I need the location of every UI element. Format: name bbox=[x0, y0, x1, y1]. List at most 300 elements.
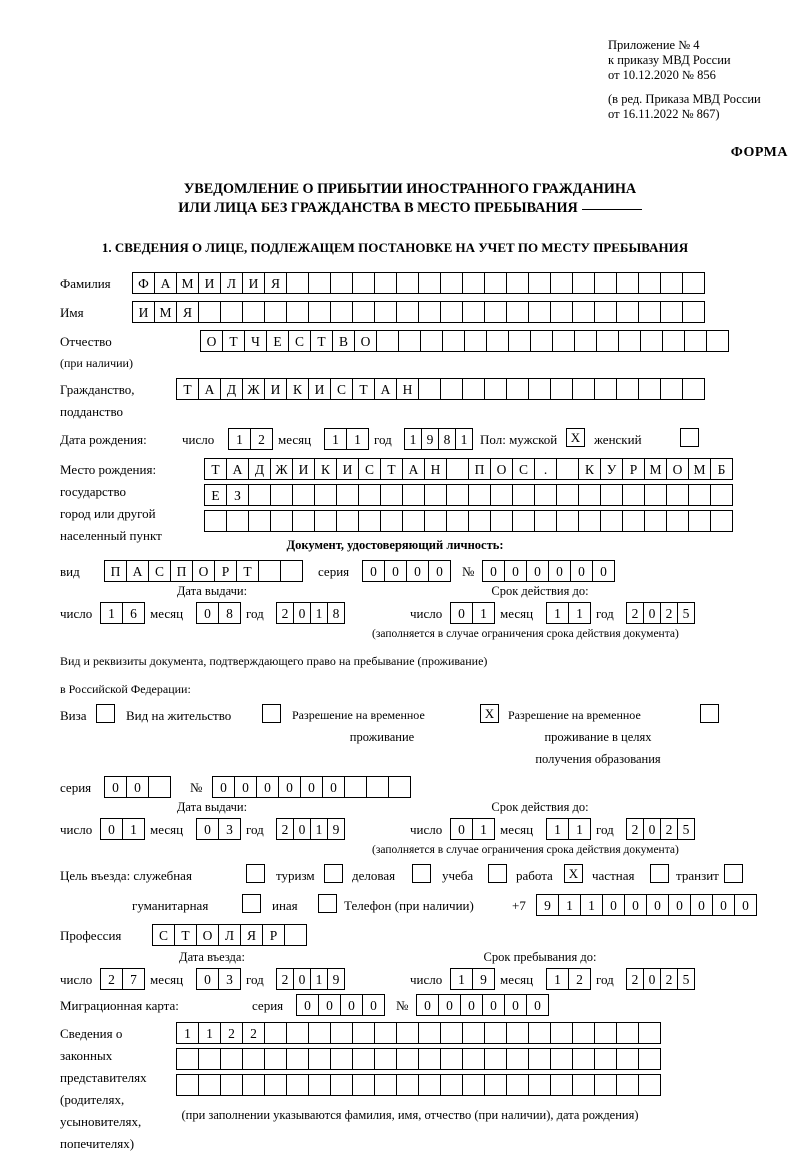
char-box[interactable] bbox=[376, 330, 399, 352]
char-box[interactable]: 0 bbox=[646, 894, 669, 916]
char-box[interactable] bbox=[616, 378, 639, 400]
char-box[interactable]: З bbox=[226, 484, 249, 506]
char-box[interactable] bbox=[512, 510, 535, 532]
char-box[interactable] bbox=[446, 484, 469, 506]
char-box[interactable]: 1 bbox=[546, 818, 569, 840]
char-box[interactable] bbox=[242, 1048, 265, 1070]
char-box[interactable] bbox=[220, 1048, 243, 1070]
stay-valid-day[interactable] bbox=[450, 818, 494, 840]
stay-issue-month[interactable] bbox=[196, 818, 240, 840]
char-box[interactable]: 0 bbox=[482, 560, 505, 582]
doc-issue-day[interactable] bbox=[100, 602, 144, 624]
char-box[interactable] bbox=[468, 510, 491, 532]
mig-series-boxes[interactable] bbox=[296, 994, 384, 1016]
char-box[interactable] bbox=[528, 301, 551, 323]
doc-valid-month[interactable] bbox=[546, 602, 590, 624]
patronymic-boxes[interactable] bbox=[200, 330, 728, 352]
char-box[interactable]: А bbox=[402, 458, 425, 480]
char-box[interactable]: А bbox=[226, 458, 249, 480]
char-box[interactable] bbox=[550, 272, 573, 294]
char-box[interactable]: А bbox=[374, 378, 397, 400]
char-box[interactable]: 0 bbox=[526, 994, 549, 1016]
char-box[interactable]: 2 bbox=[276, 968, 294, 990]
char-box[interactable] bbox=[506, 301, 529, 323]
char-box[interactable] bbox=[486, 330, 509, 352]
char-box[interactable] bbox=[594, 378, 617, 400]
checkbox[interactable]: Х bbox=[564, 864, 583, 883]
char-box[interactable] bbox=[198, 1074, 221, 1096]
legal-row-2[interactable] bbox=[176, 1048, 660, 1070]
char-box[interactable] bbox=[556, 484, 579, 506]
char-box[interactable] bbox=[666, 484, 689, 506]
char-box[interactable]: 2 bbox=[250, 428, 273, 450]
char-box[interactable]: К bbox=[314, 458, 337, 480]
char-box[interactable] bbox=[398, 330, 421, 352]
stay-end-day[interactable] bbox=[450, 968, 494, 990]
char-box[interactable] bbox=[446, 458, 469, 480]
checkbox[interactable] bbox=[412, 864, 431, 883]
char-box[interactable] bbox=[264, 1048, 287, 1070]
char-box[interactable] bbox=[418, 1022, 441, 1044]
char-box[interactable] bbox=[528, 272, 551, 294]
char-box[interactable] bbox=[308, 301, 331, 323]
birth-year-boxes[interactable] bbox=[404, 428, 472, 450]
char-box[interactable]: 9 bbox=[327, 818, 345, 840]
char-box[interactable] bbox=[242, 301, 265, 323]
char-box[interactable]: 0 bbox=[406, 560, 429, 582]
char-box[interactable] bbox=[572, 1022, 595, 1044]
citizenship-boxes[interactable] bbox=[176, 378, 704, 400]
char-box[interactable]: 2 bbox=[660, 818, 678, 840]
char-box[interactable]: 0 bbox=[548, 560, 571, 582]
char-box[interactable]: М bbox=[644, 458, 667, 480]
char-box[interactable]: С bbox=[358, 458, 381, 480]
stay-series-boxes[interactable] bbox=[104, 776, 170, 798]
char-box[interactable] bbox=[248, 484, 271, 506]
char-box[interactable]: 0 bbox=[734, 894, 757, 916]
char-box[interactable]: 1 bbox=[346, 428, 369, 450]
doc-issue-year[interactable] bbox=[276, 602, 344, 624]
checkbox[interactable] bbox=[262, 704, 281, 723]
char-box[interactable]: Т bbox=[222, 330, 245, 352]
char-box[interactable]: 0 bbox=[256, 776, 279, 798]
char-box[interactable] bbox=[336, 510, 359, 532]
char-box[interactable]: 1 bbox=[568, 602, 591, 624]
char-box[interactable] bbox=[684, 330, 707, 352]
char-box[interactable] bbox=[644, 484, 667, 506]
char-box[interactable] bbox=[258, 560, 281, 582]
char-box[interactable]: 0 bbox=[482, 994, 505, 1016]
char-box[interactable]: Ж bbox=[270, 458, 293, 480]
char-box[interactable] bbox=[638, 1074, 661, 1096]
char-box[interactable]: 0 bbox=[100, 818, 123, 840]
char-box[interactable] bbox=[198, 1048, 221, 1070]
char-box[interactable]: И bbox=[336, 458, 359, 480]
char-box[interactable]: 9 bbox=[472, 968, 495, 990]
char-box[interactable] bbox=[204, 510, 227, 532]
char-box[interactable]: 0 bbox=[450, 602, 473, 624]
char-box[interactable]: 0 bbox=[668, 894, 691, 916]
char-box[interactable]: 0 bbox=[712, 894, 735, 916]
char-box[interactable]: Т bbox=[174, 924, 197, 946]
char-box[interactable]: К bbox=[286, 378, 309, 400]
char-box[interactable]: М bbox=[176, 272, 199, 294]
char-box[interactable] bbox=[402, 510, 425, 532]
char-box[interactable] bbox=[418, 1048, 441, 1070]
char-box[interactable]: С bbox=[152, 924, 175, 946]
char-box[interactable] bbox=[220, 301, 243, 323]
char-box[interactable] bbox=[572, 378, 595, 400]
char-box[interactable]: Я bbox=[176, 301, 199, 323]
char-box[interactable] bbox=[264, 301, 287, 323]
char-box[interactable] bbox=[572, 301, 595, 323]
char-box[interactable]: О bbox=[490, 458, 513, 480]
char-box[interactable] bbox=[600, 484, 623, 506]
char-box[interactable] bbox=[248, 510, 271, 532]
char-box[interactable]: М bbox=[688, 458, 711, 480]
char-box[interactable]: П bbox=[468, 458, 491, 480]
char-box[interactable] bbox=[176, 1074, 199, 1096]
stay-number-boxes[interactable] bbox=[212, 776, 410, 798]
char-box[interactable] bbox=[490, 510, 513, 532]
char-box[interactable] bbox=[440, 378, 463, 400]
char-box[interactable] bbox=[380, 510, 403, 532]
char-box[interactable] bbox=[550, 1074, 573, 1096]
char-box[interactable] bbox=[706, 330, 729, 352]
char-box[interactable] bbox=[462, 272, 485, 294]
char-box[interactable] bbox=[638, 1048, 661, 1070]
char-box[interactable] bbox=[396, 1048, 419, 1070]
char-box[interactable] bbox=[270, 510, 293, 532]
char-box[interactable]: Л bbox=[220, 272, 243, 294]
char-box[interactable] bbox=[424, 484, 447, 506]
legal-row-1[interactable] bbox=[176, 1022, 660, 1044]
char-box[interactable]: 2 bbox=[276, 602, 294, 624]
char-box[interactable] bbox=[574, 330, 597, 352]
char-box[interactable]: 0 bbox=[602, 894, 625, 916]
char-box[interactable] bbox=[638, 301, 661, 323]
char-box[interactable] bbox=[352, 301, 375, 323]
char-box[interactable]: Ж bbox=[242, 378, 265, 400]
char-box[interactable]: 0 bbox=[293, 968, 311, 990]
char-box[interactable]: О bbox=[354, 330, 377, 352]
char-box[interactable]: 0 bbox=[212, 776, 235, 798]
char-box[interactable]: 3 bbox=[218, 968, 241, 990]
char-box[interactable] bbox=[530, 330, 553, 352]
char-box[interactable]: О bbox=[192, 560, 215, 582]
char-box[interactable] bbox=[440, 1048, 463, 1070]
char-box[interactable]: 0 bbox=[460, 994, 483, 1016]
char-box[interactable]: О bbox=[666, 458, 689, 480]
char-box[interactable]: 8 bbox=[327, 602, 345, 624]
char-box[interactable]: 0 bbox=[643, 818, 661, 840]
char-box[interactable] bbox=[528, 1074, 551, 1096]
char-box[interactable] bbox=[462, 1022, 485, 1044]
char-box[interactable]: 1 bbox=[122, 818, 145, 840]
char-box[interactable]: 0 bbox=[643, 602, 661, 624]
char-box[interactable] bbox=[660, 378, 683, 400]
char-box[interactable] bbox=[506, 378, 529, 400]
char-box[interactable] bbox=[594, 1022, 617, 1044]
char-box[interactable] bbox=[374, 301, 397, 323]
char-box[interactable]: 9 bbox=[327, 968, 345, 990]
char-box[interactable] bbox=[352, 1022, 375, 1044]
char-box[interactable]: 2 bbox=[220, 1022, 243, 1044]
char-box[interactable] bbox=[464, 330, 487, 352]
char-box[interactable]: К bbox=[578, 458, 601, 480]
char-box[interactable]: 6 bbox=[122, 602, 145, 624]
char-box[interactable] bbox=[388, 776, 411, 798]
char-box[interactable] bbox=[688, 484, 711, 506]
char-box[interactable]: 2 bbox=[626, 602, 644, 624]
char-box[interactable] bbox=[314, 510, 337, 532]
char-box[interactable] bbox=[286, 1022, 309, 1044]
char-box[interactable] bbox=[552, 330, 575, 352]
char-box[interactable] bbox=[638, 378, 661, 400]
char-box[interactable]: Е bbox=[266, 330, 289, 352]
char-box[interactable] bbox=[374, 1048, 397, 1070]
char-box[interactable]: 2 bbox=[568, 968, 591, 990]
char-box[interactable]: 0 bbox=[384, 560, 407, 582]
char-box[interactable] bbox=[330, 272, 353, 294]
char-box[interactable] bbox=[330, 1074, 353, 1096]
char-box[interactable] bbox=[616, 272, 639, 294]
char-box[interactable] bbox=[550, 378, 573, 400]
char-box[interactable]: 1 bbox=[580, 894, 603, 916]
char-box[interactable]: 0 bbox=[300, 776, 323, 798]
char-box[interactable] bbox=[616, 1074, 639, 1096]
char-box[interactable] bbox=[198, 301, 221, 323]
char-box[interactable] bbox=[366, 776, 389, 798]
char-box[interactable]: Я bbox=[240, 924, 263, 946]
char-box[interactable]: 0 bbox=[504, 560, 527, 582]
surname-boxes[interactable] bbox=[132, 272, 704, 294]
char-box[interactable]: И bbox=[242, 272, 265, 294]
stay-end-month[interactable] bbox=[546, 968, 590, 990]
char-box[interactable]: 0 bbox=[416, 994, 439, 1016]
char-box[interactable]: 1 bbox=[310, 968, 328, 990]
char-box[interactable] bbox=[396, 301, 419, 323]
char-box[interactable]: У bbox=[600, 458, 623, 480]
char-box[interactable] bbox=[484, 378, 507, 400]
char-box[interactable]: Т bbox=[380, 458, 403, 480]
char-box[interactable]: 0 bbox=[570, 560, 593, 582]
char-box[interactable] bbox=[468, 484, 491, 506]
phone-boxes[interactable] bbox=[536, 894, 756, 916]
checkbox[interactable] bbox=[324, 864, 343, 883]
char-box[interactable] bbox=[594, 1048, 617, 1070]
checkbox[interactable] bbox=[680, 428, 699, 447]
doc-valid-day[interactable] bbox=[450, 602, 494, 624]
char-box[interactable]: 5 bbox=[677, 968, 695, 990]
char-box[interactable]: 0 bbox=[592, 560, 615, 582]
char-box[interactable] bbox=[440, 1022, 463, 1044]
char-box[interactable] bbox=[280, 560, 303, 582]
char-box[interactable] bbox=[286, 272, 309, 294]
doc-issue-month[interactable] bbox=[196, 602, 240, 624]
char-box[interactable] bbox=[358, 510, 381, 532]
char-box[interactable]: Н bbox=[396, 378, 419, 400]
char-box[interactable]: 1 bbox=[404, 428, 422, 450]
char-box[interactable] bbox=[550, 301, 573, 323]
char-box[interactable]: 0 bbox=[504, 994, 527, 1016]
char-box[interactable] bbox=[506, 1022, 529, 1044]
char-box[interactable] bbox=[622, 484, 645, 506]
char-box[interactable] bbox=[618, 330, 641, 352]
char-box[interactable] bbox=[484, 1022, 507, 1044]
char-box[interactable]: С bbox=[512, 458, 535, 480]
char-box[interactable]: И bbox=[292, 458, 315, 480]
char-box[interactable] bbox=[446, 510, 469, 532]
char-box[interactable]: Д bbox=[220, 378, 243, 400]
char-box[interactable]: 0 bbox=[340, 994, 363, 1016]
char-box[interactable]: 1 bbox=[455, 428, 473, 450]
char-box[interactable]: 0 bbox=[296, 994, 319, 1016]
char-box[interactable]: 2 bbox=[100, 968, 123, 990]
char-box[interactable] bbox=[550, 1048, 573, 1070]
checkbox[interactable] bbox=[318, 894, 337, 913]
char-box[interactable]: И bbox=[308, 378, 331, 400]
birthplace-row-2[interactable] bbox=[204, 484, 732, 506]
char-box[interactable]: 0 bbox=[104, 776, 127, 798]
char-box[interactable] bbox=[534, 484, 557, 506]
entry-day[interactable] bbox=[100, 968, 144, 990]
char-box[interactable] bbox=[662, 330, 685, 352]
entry-month[interactable] bbox=[196, 968, 240, 990]
char-box[interactable] bbox=[418, 1074, 441, 1096]
char-box[interactable] bbox=[506, 1074, 529, 1096]
char-box[interactable]: 0 bbox=[362, 994, 385, 1016]
char-box[interactable] bbox=[286, 1074, 309, 1096]
checkbox[interactable] bbox=[246, 864, 265, 883]
char-box[interactable]: С bbox=[288, 330, 311, 352]
char-box[interactable] bbox=[490, 484, 513, 506]
char-box[interactable]: А bbox=[198, 378, 221, 400]
char-box[interactable]: 2 bbox=[626, 818, 644, 840]
char-box[interactable]: Д bbox=[248, 458, 271, 480]
char-box[interactable] bbox=[596, 330, 619, 352]
checkbox[interactable] bbox=[96, 704, 115, 723]
char-box[interactable]: 0 bbox=[293, 818, 311, 840]
char-box[interactable] bbox=[512, 484, 535, 506]
char-box[interactable]: Н bbox=[424, 458, 447, 480]
char-box[interactable] bbox=[660, 272, 683, 294]
char-box[interactable]: Б bbox=[710, 458, 733, 480]
char-box[interactable]: 2 bbox=[626, 968, 644, 990]
char-box[interactable]: Ч bbox=[244, 330, 267, 352]
char-box[interactable]: 1 bbox=[198, 1022, 221, 1044]
char-box[interactable]: И bbox=[132, 301, 155, 323]
char-box[interactable]: 0 bbox=[526, 560, 549, 582]
doc-number-boxes[interactable] bbox=[482, 560, 614, 582]
char-box[interactable]: П bbox=[104, 560, 127, 582]
char-box[interactable] bbox=[418, 378, 441, 400]
char-box[interactable] bbox=[528, 1048, 551, 1070]
char-box[interactable] bbox=[358, 484, 381, 506]
char-box[interactable] bbox=[292, 484, 315, 506]
char-box[interactable]: 3 bbox=[218, 818, 241, 840]
char-box[interactable] bbox=[484, 301, 507, 323]
char-box[interactable]: 5 bbox=[677, 818, 695, 840]
char-box[interactable]: 0 bbox=[278, 776, 301, 798]
char-box[interactable]: О bbox=[196, 924, 219, 946]
char-box[interactable] bbox=[314, 484, 337, 506]
char-box[interactable]: Ф bbox=[132, 272, 155, 294]
birthplace-row-1[interactable] bbox=[204, 458, 732, 480]
char-box[interactable]: С bbox=[148, 560, 171, 582]
char-box[interactable] bbox=[352, 272, 375, 294]
char-box[interactable]: 8 bbox=[438, 428, 456, 450]
char-box[interactable] bbox=[616, 301, 639, 323]
char-box[interactable] bbox=[556, 458, 579, 480]
doc-valid-year[interactable] bbox=[626, 602, 694, 624]
char-box[interactable]: 0 bbox=[624, 894, 647, 916]
char-box[interactable] bbox=[666, 510, 689, 532]
char-box[interactable] bbox=[484, 272, 507, 294]
char-box[interactable]: В bbox=[332, 330, 355, 352]
char-box[interactable] bbox=[578, 510, 601, 532]
char-box[interactable] bbox=[462, 1074, 485, 1096]
char-box[interactable]: 0 bbox=[196, 968, 219, 990]
char-box[interactable] bbox=[506, 1048, 529, 1070]
char-box[interactable]: А bbox=[154, 272, 177, 294]
checkbox[interactable] bbox=[650, 864, 669, 883]
char-box[interactable]: Р bbox=[214, 560, 237, 582]
legal-row-3[interactable] bbox=[176, 1074, 660, 1096]
char-box[interactable] bbox=[682, 301, 705, 323]
char-box[interactable]: Т bbox=[310, 330, 333, 352]
char-box[interactable] bbox=[396, 1074, 419, 1096]
char-box[interactable] bbox=[556, 510, 579, 532]
char-box[interactable] bbox=[418, 272, 441, 294]
char-box[interactable] bbox=[402, 484, 425, 506]
profession-boxes[interactable] bbox=[152, 924, 306, 946]
char-box[interactable] bbox=[286, 301, 309, 323]
char-box[interactable]: 0 bbox=[438, 994, 461, 1016]
char-box[interactable] bbox=[572, 1074, 595, 1096]
char-box[interactable] bbox=[336, 484, 359, 506]
char-box[interactable] bbox=[594, 272, 617, 294]
char-box[interactable]: 0 bbox=[690, 894, 713, 916]
stay-end-year[interactable] bbox=[626, 968, 694, 990]
char-box[interactable] bbox=[528, 378, 551, 400]
char-box[interactable] bbox=[270, 484, 293, 506]
char-box[interactable]: 5 bbox=[677, 602, 695, 624]
char-box[interactable] bbox=[484, 1048, 507, 1070]
char-box[interactable]: 0 bbox=[234, 776, 257, 798]
char-box[interactable] bbox=[176, 1048, 199, 1070]
char-box[interactable] bbox=[682, 272, 705, 294]
char-box[interactable]: 0 bbox=[196, 602, 219, 624]
char-box[interactable]: 1 bbox=[228, 428, 251, 450]
char-box[interactable]: Т bbox=[204, 458, 227, 480]
char-box[interactable]: 1 bbox=[546, 602, 569, 624]
char-box[interactable] bbox=[528, 1022, 551, 1044]
char-box[interactable]: . bbox=[534, 458, 557, 480]
char-box[interactable] bbox=[638, 272, 661, 294]
char-box[interactable] bbox=[600, 510, 623, 532]
char-box[interactable]: 1 bbox=[558, 894, 581, 916]
char-box[interactable]: 0 bbox=[643, 968, 661, 990]
char-box[interactable] bbox=[506, 272, 529, 294]
char-box[interactable] bbox=[352, 1074, 375, 1096]
char-box[interactable] bbox=[264, 1022, 287, 1044]
char-box[interactable] bbox=[578, 484, 601, 506]
char-box[interactable] bbox=[508, 330, 531, 352]
stay-issue-day[interactable] bbox=[100, 818, 144, 840]
char-box[interactable]: М bbox=[154, 301, 177, 323]
char-box[interactable] bbox=[462, 378, 485, 400]
